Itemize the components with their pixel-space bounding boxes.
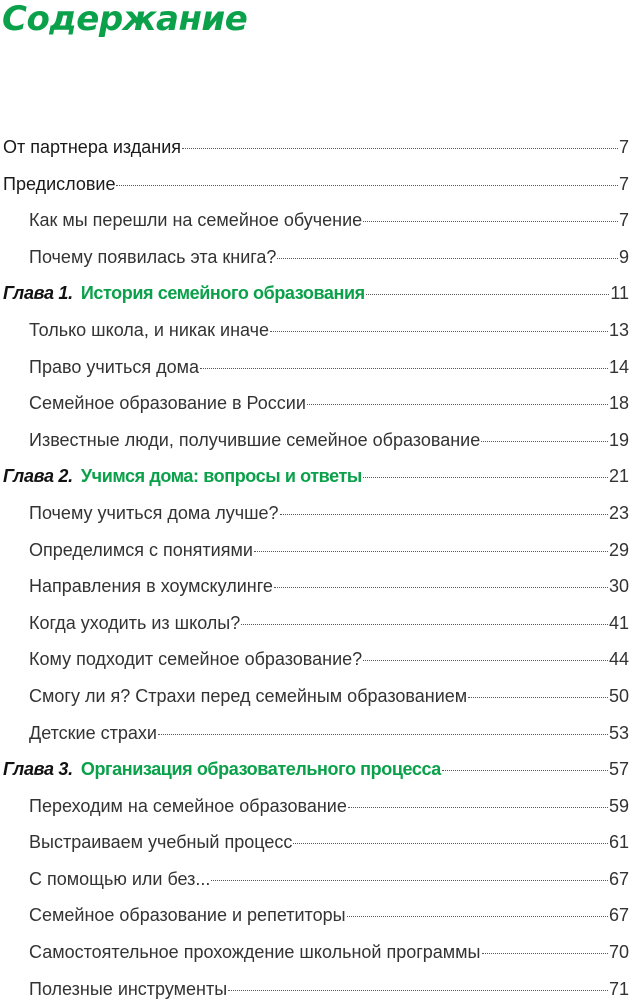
dot-leader (293, 843, 608, 844)
page-number: 44 (608, 649, 629, 670)
dot-leader (211, 880, 608, 881)
toc-section-row[interactable] (0, 934, 632, 971)
toc-chapter-row[interactable] (0, 751, 632, 788)
chapter-title: История семейного образования (80, 283, 365, 304)
page-number: 50 (608, 685, 629, 706)
entry-title: Когда уходить из школы? (29, 612, 241, 633)
entry-title: Предисловие (3, 173, 116, 194)
toc-chapter-row[interactable] (0, 458, 632, 495)
page-number: 19 (608, 429, 629, 450)
page-number: 21 (608, 466, 629, 487)
page-number: 57 (608, 759, 629, 780)
dot-leader (274, 587, 608, 588)
toc-entry-row[interactable] (0, 129, 632, 166)
page-title: Содержание (2, 0, 248, 39)
toc-section-row[interactable] (0, 971, 632, 1008)
page-number: 18 (608, 393, 629, 414)
toc-section-row[interactable] (0, 678, 632, 715)
dot-leader (348, 807, 608, 808)
entry-title: С помощью или без... (29, 868, 211, 889)
dot-leader (363, 477, 608, 478)
dot-leader (481, 441, 608, 442)
entry-title: Как мы перешли на семейное обучение (29, 210, 363, 231)
dot-leader (363, 221, 618, 222)
dot-leader (116, 185, 618, 186)
page-number: 14 (608, 356, 629, 377)
toc-section-row[interactable] (0, 641, 632, 678)
dot-leader (241, 624, 608, 625)
entry-title: Кому подходит семейное образование? (29, 649, 363, 670)
toc-section-row[interactable] (0, 422, 632, 459)
toc-section-row[interactable] (0, 312, 632, 349)
page-number: 59 (608, 795, 629, 816)
chapter-title: Учимся дома: вопросы и ответы (80, 466, 362, 487)
entry-title: Полезные инструменты (29, 978, 228, 999)
toc-entry-row[interactable] (0, 166, 632, 203)
table-of-contents (0, 129, 632, 1007)
dot-leader (280, 514, 608, 515)
toc-section-row[interactable] (0, 788, 632, 825)
dot-leader (182, 148, 618, 149)
toc-section-row[interactable] (0, 349, 632, 386)
toc-section-row[interactable] (0, 824, 632, 861)
dot-leader (482, 953, 608, 954)
page-number: 70 (608, 942, 629, 963)
entry-title: Право учиться дома (29, 356, 200, 377)
entry-title: Смогу ли я? Страхи перед семейным образованием (29, 685, 468, 706)
chapter-number: Глава 3. (3, 759, 73, 780)
toc-section-row[interactable] (0, 568, 632, 605)
dot-leader (468, 697, 608, 698)
entry-title: Почему учиться дома лучше? (29, 502, 279, 523)
toc-chapter-row[interactable] (0, 275, 632, 312)
toc-section-row[interactable] (0, 861, 632, 898)
chapter-number: Глава 1. (3, 283, 73, 304)
dot-leader (442, 770, 608, 771)
page-number: 61 (608, 832, 629, 853)
page-number: 67 (608, 905, 629, 926)
page-number: 7 (618, 210, 629, 231)
dot-leader (200, 368, 608, 369)
page-number: 7 (618, 173, 629, 194)
dot-leader (366, 294, 610, 295)
entry-title: Почему появилась эта книга? (29, 246, 277, 267)
entry-title: Семейное образование и репетиторы (29, 905, 346, 926)
toc-section-row[interactable] (0, 202, 632, 239)
dot-leader (228, 990, 608, 991)
page-number: 11 (610, 283, 629, 304)
page-number: 13 (608, 319, 629, 340)
chapter-number: Глава 2. (3, 466, 73, 487)
entry-title: Выстраиваем учебный процесс (29, 832, 293, 853)
page-number: 9 (618, 246, 629, 267)
page-number: 41 (608, 612, 629, 633)
toc-section-row[interactable] (0, 385, 632, 422)
toc-section-row[interactable] (0, 897, 632, 934)
dot-leader (158, 734, 608, 735)
page-number: 23 (608, 502, 629, 523)
toc-section-row[interactable] (0, 605, 632, 642)
toc-section-row[interactable] (0, 715, 632, 752)
entry-title: От партнера издания (3, 137, 182, 157)
page-number: 29 (608, 539, 629, 560)
entry-title: Детские страхи (29, 722, 157, 743)
entry-title: Известные люди, получившие семейное образование (29, 429, 481, 450)
page-number: 30 (608, 576, 629, 597)
dot-leader (254, 551, 608, 552)
dot-leader (307, 404, 608, 405)
entry-title: Семейное образование в России (29, 393, 306, 414)
dot-leader (363, 660, 608, 661)
entry-title: Самостоятельное прохождение школьной программы (29, 942, 481, 963)
chapter-title: Организация образовательного процесса (80, 759, 441, 780)
toc-section-row[interactable] (0, 532, 632, 569)
dot-leader (347, 916, 608, 917)
entry-title: Направления в хоумскулинге (29, 576, 273, 597)
page-number: 53 (608, 722, 629, 743)
dot-leader (277, 258, 618, 259)
toc-section-row[interactable] (0, 495, 632, 532)
entry-title: Только школа, и никак иначе (29, 319, 270, 340)
dot-leader (270, 331, 608, 332)
page-number: 71 (608, 978, 629, 999)
page-number: 7 (618, 137, 629, 157)
entry-title: Переходим на семейное образование (29, 795, 347, 816)
toc-section-row[interactable] (0, 239, 632, 276)
page-number: 67 (608, 868, 629, 889)
entry-title: Определимся с понятиями (29, 539, 253, 560)
